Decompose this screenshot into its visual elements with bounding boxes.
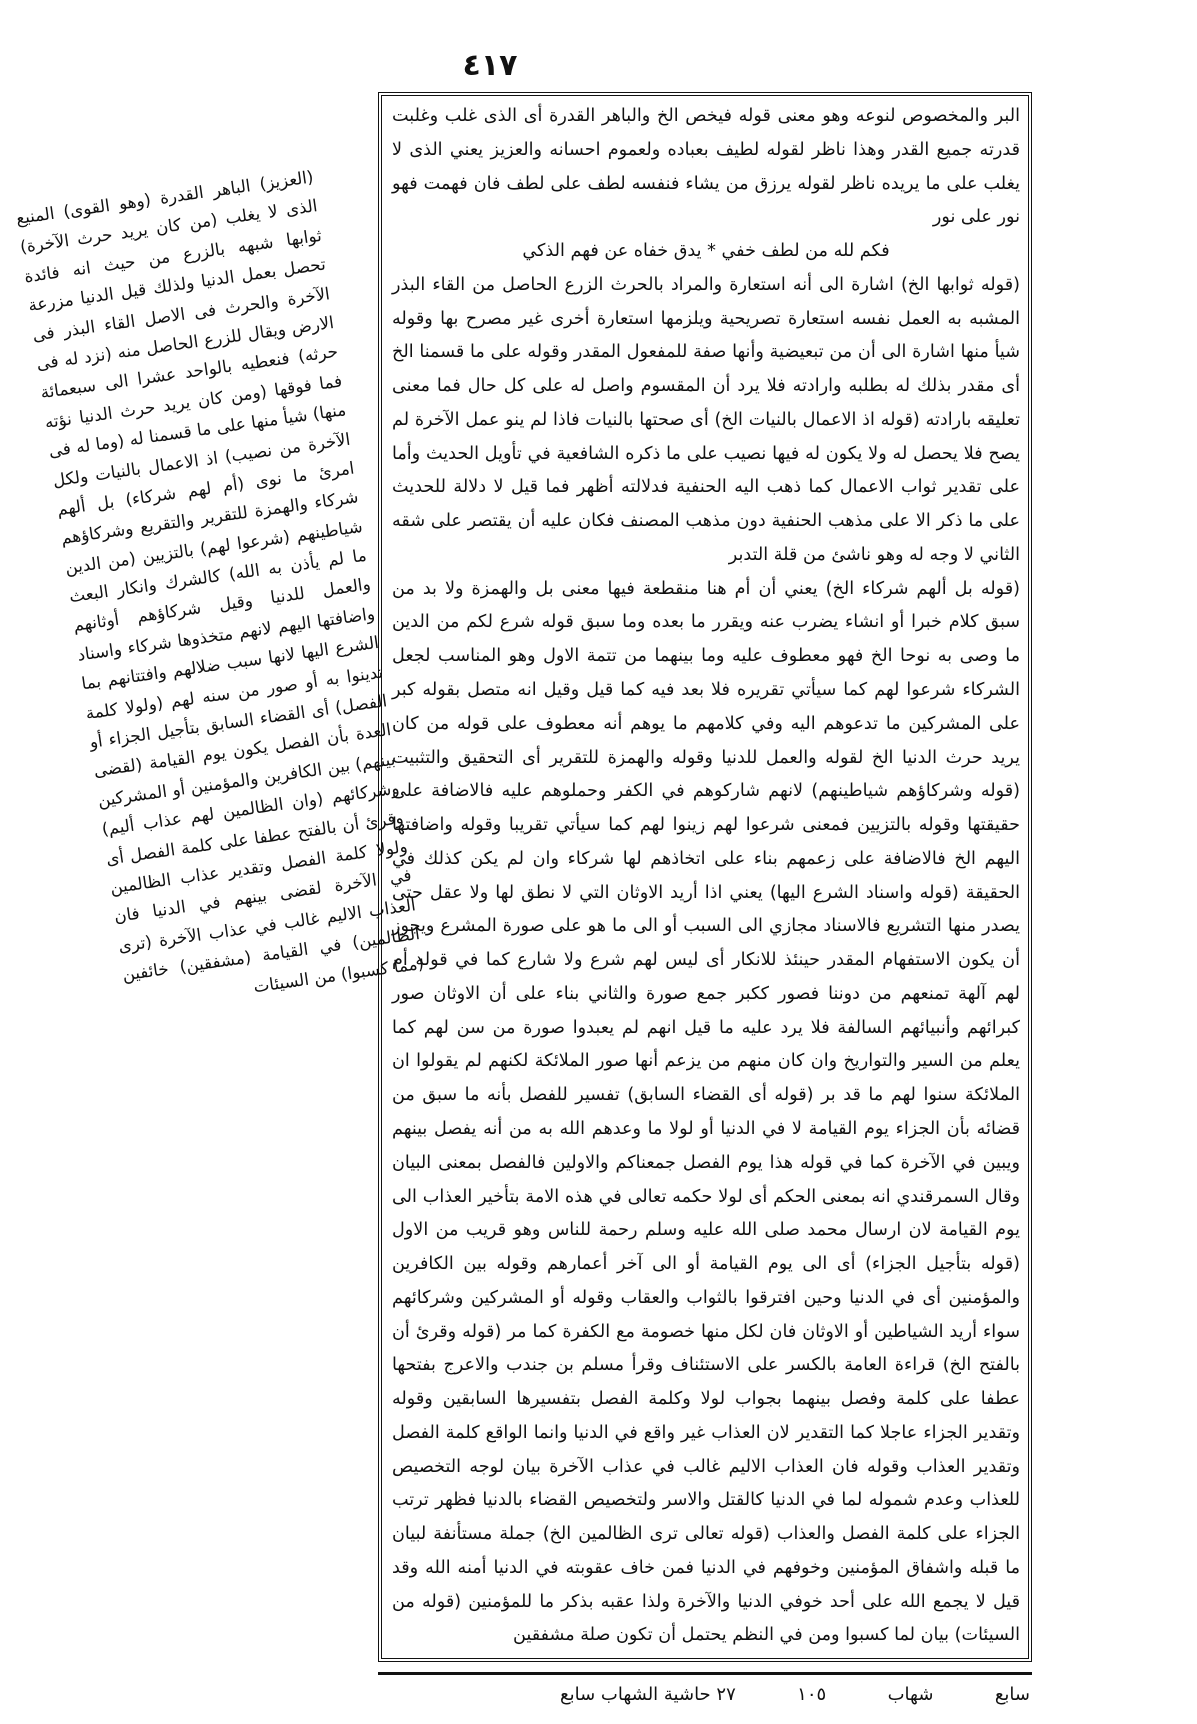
page-number: ٤١٧ (462, 48, 518, 83)
footer-rule (378, 1672, 1032, 1675)
verse-line: فكم لله من لطف خفي * يدق خفاه عن فهم الذكي (522, 241, 890, 262)
margin-paragraph: (العزيز) الباهر القدرة (وهو القوى) المنيع الذى لا يغلب (من كان يريد حرث الآخرة) ثوابها شبهه بالزرع من حيث انه فائدة تحصل بعمل الدنيا ولذلك قيل الدنيا مزرعة الآخرة والحرث فى الاصل القاء البذر فى الارض ويقال للزرع الحاصل منه (نزد له فى حرثه) فنعطيه بالواحد عشرا الى سبعمائة فما فوقها (ومن كان يريد حرث الدنيا نؤته منها) شيأ منها على ما قسمنا له (وما له فى الآخرة من نصيب) اذ الاعمال بالنيات ولكل امرئ ما نوى (أم لهم شركاء) بل ألهم شركاء والهمزة للتقرير والتقريع وشركاؤهم شياطينهم (شرعوا لهم) بالتزيين (من الدين ما لم يأذن به الله) كالشرك وانكار البعث والعمل للدنيا وقيل شركاؤهم أوثانهم واضافتها اليهم لانهم متخذوها شركاء واسناد الشرع اليها لانها سبب ضلالهم وافتتانهم بما تدينوا به أو صور من سنه لهم (ولولا كلمة الفصل) أى القضاء السابق بتأجيل الجزاء أو العدة بأن الفصل يكون يوم القيامة (لقضى بينهم) بين الكافرين والمؤمنين أو المشركين وشركائهم (وان الظالمين لهم عذاب أليم) وقرئ أن بالفتح عطفا على كلمة الفصل أى ولولا كلمة الفصل وتقدير عذاب الظالمين في الآخرة لقضى بينهم في الدنيا فان العذاب الاليم غالب في عذاب الآخرة (ترى الظالمين) في القيامة (مشفقين) خائفين (مما كسبوا) من السيئات (14, 166, 426, 996)
paragraph-reward: (قوله ثوابها الخ) اشارة الى أنه استعارة والمراد بالحرث الزرع الحاصل من القاء البذر المشبه به العمل نفسه استعارة تصريحية ويلزمها استعارة أخرى غير مصرح بها وقوله شيأ منها اشارة الى أن من تبعيضية وأنها صفة للمفعول المقدر وقوله على ما قسمنا الخ أى مقدر بذلك له بطلبه وارادته فلا يرد أن المقسوم واصل له على كل حال فما معنى تعليقه بارادته (قوله اذ الاعمال بالنيات الخ) أى صحتها بالنيات فاذا لم ينو عمل الآخرة لم يصح فلا يحصل له ولا يكون له فيها نصيب على ما ذكره الشافعية في تأويل الحديث وأما على تقدير ثواب الاعمال كما ذهب اليه الحنفية فدلالته أظهر فما قيل لا دلالة للحديث على ما ذكر الا على مذهب الحنفية دون مذهب المصنف فكان عليه أن يقتصر على شقه الثاني لا وجه له وهو ناشئ من قلة التدبر (392, 274, 1020, 565)
page-footer (560, 1676, 1030, 1712)
footer-signature-title: ٢٧ حاشية الشهاب سابع (560, 1683, 736, 1705)
margin-quran-text (14, 162, 426, 996)
paragraph-intro: البر والمخصوص لنوعه وهو معنى قوله فيخص الخ والباهر القدرة أى الذى غلب وغلبت قدرته جميع القدر وهذا ناظر لقوله لطيف بعباده ولعموم احسانه والعزيز يعني الذى لا يغلب على ما يريده ناظر لقوله يرزق من يشاء فنفسه لطف على لطف فان فهمت فهو نور على نور (392, 106, 1020, 228)
footer-signature-number: ١٠٥ (797, 1683, 827, 1705)
main-commentary-text (392, 100, 1020, 1656)
footer-signature-right-b: سابع (994, 1683, 1030, 1705)
footer-signature-right-a: شهاب (887, 1683, 934, 1705)
paragraph-partners: (قوله بل ألهم شركاء الخ) يعني أن أم هنا منقطعة فيها معنى بل والهمزة ولا بد من سبق كلام خبرا أو انشاء يضرب عنه ويقرر ما بعده وما سبق قوله شرع لكم من الدين ما وصى به نوحا الخ فهو معطوف عليه وما بينهما من تتمة الاول وهو المناسب لجعل الشركاء شرعوا لهم كما سيأتي تقريره فلا بعد فيه كما قيل وقيل انه متصل بقوله كبر على المشركين ما تدعوهم اليه وفي كلامهم ما يوهم أنه معطوف على قوله من كان يريد حرث الدنيا الخ لقوله والعمل للدنيا وقوله والهمزة للتقرير أى التحقيق والتثبيت (قوله وشركاؤهم شياطينهم) لانهم شاركوهم في الكفر وحملوهم عليه فالاضافة على حقيقتها وقوله بالتزيين فمعنى شرعوا لهم زينوا لهم كما سيأتي تقريبا وقوله واضافتها اليهم الخ فالاضافة على زعمهم بناء على اتخاذهم لها شركاء وان لم يكن كذلك في الحقيقة (قوله واسناد الشرع اليها) يعني اذا أريد الاوثان التي لا نطق لها ولا عقل حتى يصدر منها التشريع فالاسناد مجازي الى السبب أو الى ما هو على صورة المشرع ويجوز أن يكون الاستفهام المقدر حينئذ للانكار أى ليس لهم شرع ولا شارع كما في قوله أم لهم آلهة تمنعهم من دوننا فصور ككبر جمع صورة والثاني بناء على أن الاوثان صور كبرائهم وأنبيائهم السالفة فلا يرد عليه ما قيل انهم لم يعبدوا صورة من سن لهم كما يعلم من السير والتواريخ وان كان منهم من يزعم أنها صور الملائكة لكنهم لم يقولوا ان الملائكة سنوا لهم ما قد بر (قوله أى القضاء السابق) تفسير للفصل بأنه ما سبق من قضائه بأن الجزاء يوم القيامة لا في الدنيا أو لولا ما وعدهم الله به من أنه يفصل بينهم ويبين في الآخرة كما في قوله هذا يوم الفصل جمعناكم والاولين فالفصل بمعنى البيان وقال السمرقندي انه بمعنى الحكم أى لولا حكمه تعالى في هذه الامة بتأخير العذاب الى يوم القيامة لان ارسال محمد صلى الله عليه وسلم رحمة للناس وهو قريب من الاول (قوله بتأجيل الجزاء) أى الى يوم القيامة أو الى آخر أعمارهم وقوله بين الكافرين والمؤمنين أى في الدنيا وحين افترقوا بالثواب والعقاب وقوله أو المشركين وشركائهم سواء أريد الشياطين أو الاوثان فان لكل منها خصومة مع الكفرة كما مر (قوله وقرئ أن بالفتح الخ) قراءة العامة بالكسر على الاستئناف وقرأ مسلم بن جندب والاعرج بفتحها عطفا على كلمة وفصل بينهما بجواب لولا وكلمة الفصل بتفسيرها السابقين وقوله وتقدير الجزاء عاجلا كما التقدير لان العذاب غير واقع في الدنيا وانما الواقع كلمة الفصل وتقدير العذاب وقوله فان العذاب الاليم غالب في عذاب الآخرة بيان لوجه التخصيص للعذاب وعدم شموله لما في الدنيا كالقتل والاسر ولتخصيص القضاء بالدنيا فظهر ترتب الجزاء على كلمة الفصل والعذاب (قوله تعالى ترى الظالمين الخ) جملة مستأنفة لبيان ما قبله واشفاق المؤمنين وخوفهم في الدنيا فمن خاف عقوبته في الدنيا أمنه الله وقد قيل لا يجمع الله على أحد خوفي الدنيا والآخرة ولذا عقبه بذكر ما للمؤمنين (قوله من السيئات) بيان لما كسبوا ومن في النظم يحتمل أن تكون صلة مشفقين (392, 578, 1020, 1646)
